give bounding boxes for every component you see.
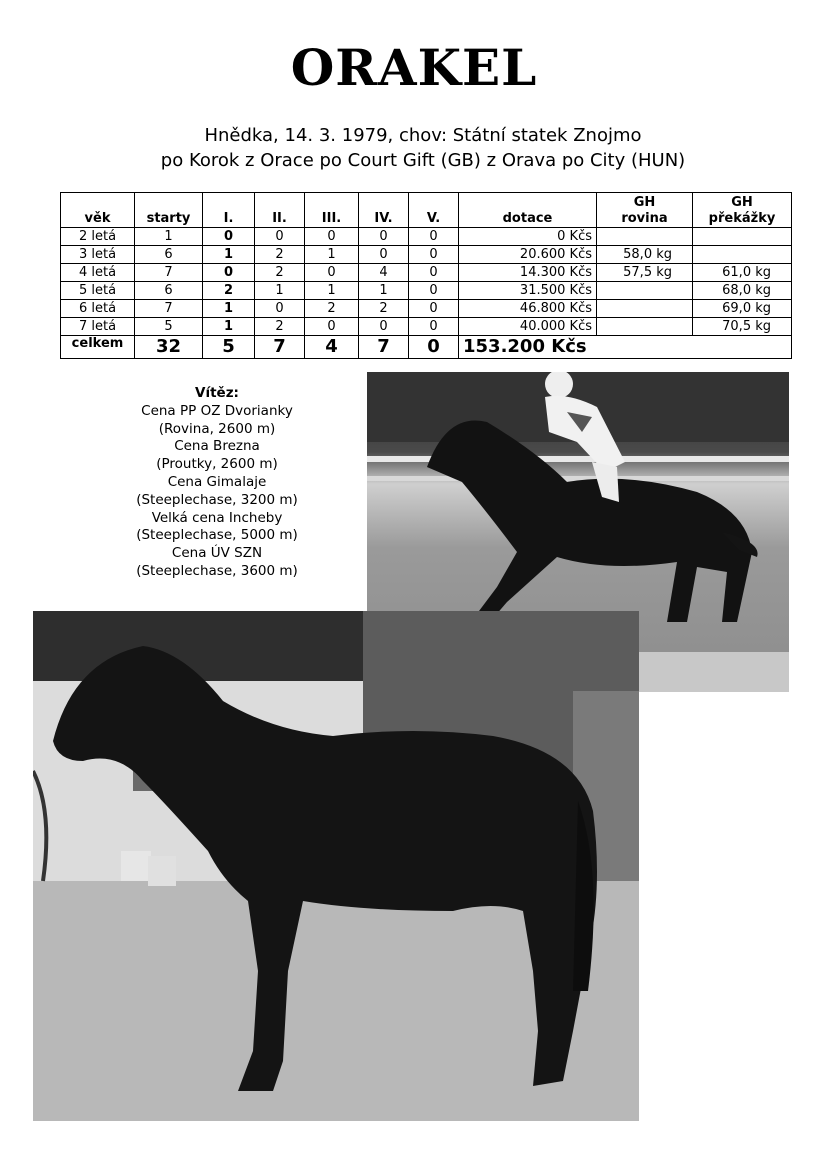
col-header-starts: starty — [135, 193, 203, 228]
total-prize-money: 153.200 Kčs — [459, 336, 792, 359]
cell-gh-flat — [597, 318, 693, 336]
col-header-fifth: V. — [409, 193, 459, 228]
win-line: (Steeplechase, 3600 m) — [136, 562, 298, 579]
cell-fourth: 0 — [359, 318, 409, 336]
cell-starts: 6 — [135, 282, 203, 300]
cell-first: 0 — [203, 228, 255, 246]
cell-third: 0 — [305, 318, 359, 336]
cell-gh-jumps: 68,0 kg — [693, 282, 792, 300]
col-header-gh-flat: GH rovina — [597, 193, 693, 228]
cell-third: 1 — [305, 246, 359, 264]
cell-second: 1 — [255, 282, 305, 300]
total-fourth: 7 — [359, 336, 409, 359]
cell-prize-money: 14.300 Kčs — [459, 264, 597, 282]
win-line: (Steeplechase, 5000 m) — [136, 527, 298, 544]
table-row — [61, 300, 792, 318]
cell-age: 6 letá — [61, 300, 135, 318]
col-header-fourth: IV. — [359, 193, 409, 228]
cell-gh-flat — [597, 282, 693, 300]
cell-prize-money: 46.800 Kčs — [459, 300, 597, 318]
cell-prize-money: 20.600 Kčs — [459, 246, 597, 264]
horse-standing-photo — [33, 611, 639, 1121]
cell-first: 0 — [203, 264, 255, 282]
cell-first: 1 — [203, 246, 255, 264]
cell-third: 1 — [305, 282, 359, 300]
cell-gh-jumps — [693, 246, 792, 264]
cell-first: 1 — [203, 318, 255, 336]
cell-third: 0 — [305, 228, 359, 246]
horse-info-line: Hnědka, 14. 3. 1979, chov: Státní statek Znojmo — [204, 125, 642, 146]
cell-fifth: 0 — [409, 264, 459, 282]
table-row — [61, 246, 792, 264]
win-line: (Proutky, 2600 m) — [156, 456, 278, 473]
cell-second: 2 — [255, 264, 305, 282]
cell-age: 3 letá — [61, 246, 135, 264]
cell-gh-jumps: 61,0 kg — [693, 264, 792, 282]
table-total-row — [61, 336, 792, 359]
cell-second: 2 — [255, 246, 305, 264]
table-row — [61, 228, 792, 246]
wins-list — [112, 385, 322, 581]
cell-fifth: 0 — [409, 246, 459, 264]
cell-first: 1 — [203, 300, 255, 318]
win-line: Velká cena Incheby — [151, 509, 283, 526]
cell-fourth: 2 — [359, 300, 409, 318]
cell-age: 7 letá — [61, 318, 135, 336]
cell-fourth: 0 — [359, 228, 409, 246]
cell-gh-jumps — [693, 228, 792, 246]
cell-age: 5 letá — [61, 282, 135, 300]
col-header-third: III. — [305, 193, 359, 228]
cell-gh-flat — [597, 228, 693, 246]
total-second: 7 — [255, 336, 305, 359]
win-line: Cena Brezna — [174, 438, 260, 455]
cell-second: 0 — [255, 228, 305, 246]
table-row — [61, 318, 792, 336]
cell-first: 2 — [203, 282, 255, 300]
cell-fifth: 0 — [409, 282, 459, 300]
cell-starts: 1 — [135, 228, 203, 246]
cell-starts: 5 — [135, 318, 203, 336]
col-header-age: věk — [61, 193, 135, 228]
table-row — [61, 264, 792, 282]
cell-third: 0 — [305, 264, 359, 282]
cell-starts: 6 — [135, 246, 203, 264]
col-header-gh-jumps: GH překážky — [693, 193, 792, 228]
col-header-second: II. — [255, 193, 305, 228]
total-starts: 32 — [135, 336, 203, 359]
wins-heading: Vítěz: — [195, 385, 239, 401]
win-line: (Steeplechase, 3200 m) — [136, 491, 298, 508]
cell-second: 0 — [255, 300, 305, 318]
race-record-table — [60, 192, 792, 359]
total-third: 4 — [305, 336, 359, 359]
cell-age: 2 letá — [61, 228, 135, 246]
cell-fourth: 4 — [359, 264, 409, 282]
cell-fourth: 1 — [359, 282, 409, 300]
cell-starts: 7 — [135, 300, 203, 318]
table-header-row — [61, 193, 792, 228]
cell-fifth: 0 — [409, 300, 459, 318]
col-header-first: I. — [203, 193, 255, 228]
cell-second: 2 — [255, 318, 305, 336]
win-line: (Rovina, 2600 m) — [158, 420, 276, 437]
cell-fifth: 0 — [409, 228, 459, 246]
cell-gh-flat: 58,0 kg — [597, 246, 693, 264]
cell-gh-jumps: 69,0 kg — [693, 300, 792, 318]
win-line: Cena PP OZ Dvorianky — [141, 402, 293, 419]
win-line: Cena Gimalaje — [167, 473, 267, 490]
cell-gh-jumps: 70,5 kg — [693, 318, 792, 336]
table-row — [61, 282, 792, 300]
cell-prize-money: 0 Kčs — [459, 228, 597, 246]
col-header-prize-money: dotace — [459, 193, 597, 228]
cell-age: 4 letá — [61, 264, 135, 282]
horse-name-title: ORAKEL — [290, 38, 538, 97]
cell-gh-flat: 57,5 kg — [597, 264, 693, 282]
total-first: 5 — [203, 336, 255, 359]
cell-fourth: 0 — [359, 246, 409, 264]
total-label: celkem — [61, 336, 135, 359]
cell-gh-flat — [597, 300, 693, 318]
cell-prize-money: 31.500 Kčs — [459, 282, 597, 300]
pedigree-line: po Korok z Orace po Court Gift (GB) z Orava po City (HUN) — [160, 150, 686, 171]
win-line: Cena ÚV SZN — [171, 545, 263, 562]
cell-fifth: 0 — [409, 318, 459, 336]
cell-starts: 7 — [135, 264, 203, 282]
total-fifth: 0 — [409, 336, 459, 359]
cell-third: 2 — [305, 300, 359, 318]
cell-prize-money: 40.000 Kčs — [459, 318, 597, 336]
